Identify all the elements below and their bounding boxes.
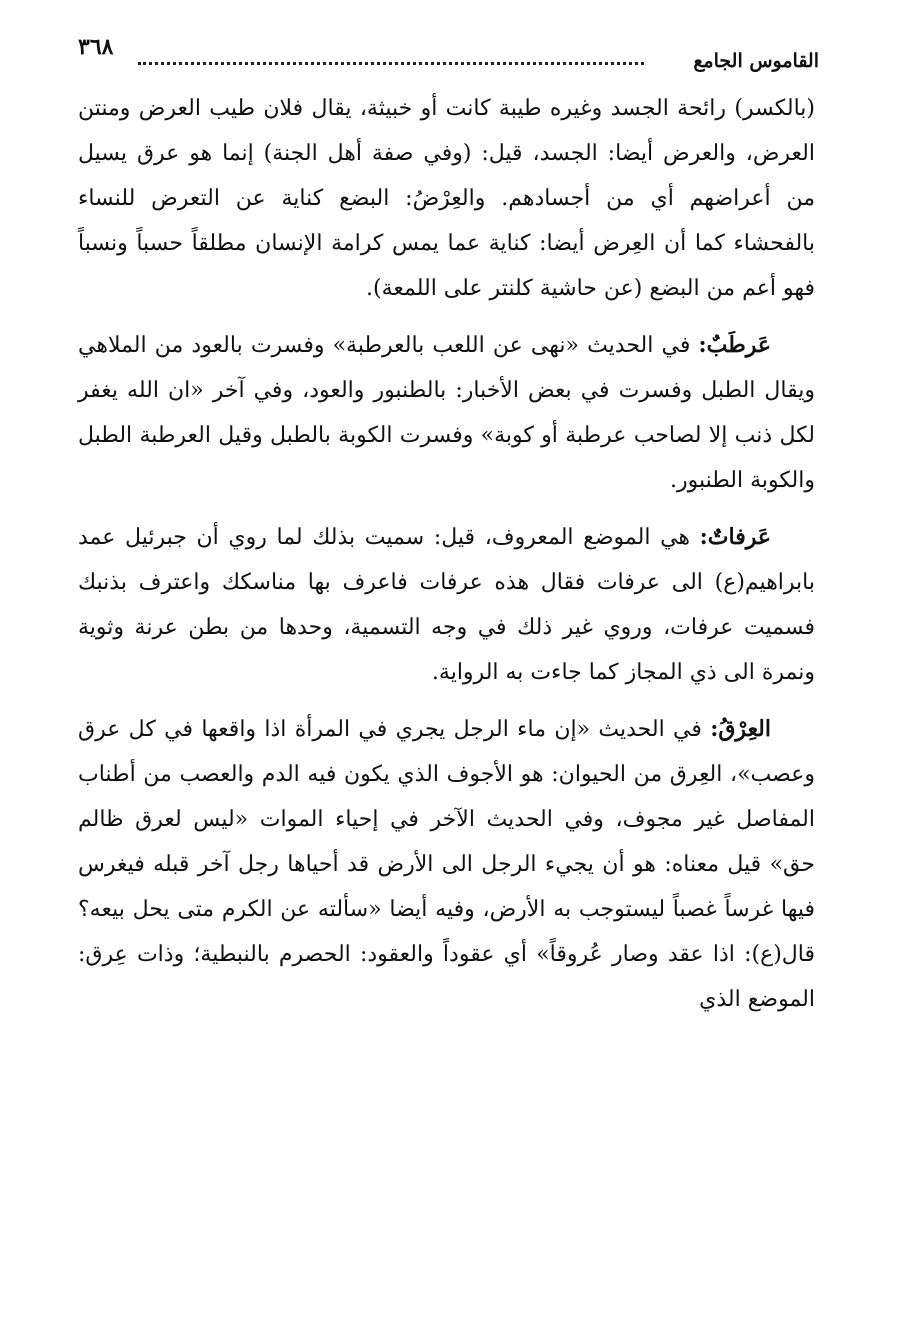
dictionary-entries: [78, 86, 815, 1022]
entry-headword: عَرفاتٌ:: [699, 524, 771, 550]
entry-irq: [78, 707, 815, 1022]
entry-text: في الحديث «إن ماء الرجل يجري في المرأة اذا واقعها في كل عرق وعصب»، العِرق من الحيوان: هو الأجوف الذي يكون فيه الدم والعصب من أطناب المفاصل غير مجوف، وفي الحديث الآخر في إحياء الموات «ليس لعرق ظالم حق» قيل معناه: هو أن يجيء الرجل الى الأرض قد أحياها رجل آخر قبله فيغرس فيها غرساً غصباً ليستوجب به الأرض، وفيه أيضا «سألته عن الكرم متى يحل بيعه؟ قال(ع): اذا عقد وصار عُروقاً» أي عقوداً والعقود: الحصرم بالنبطية؛ وذات عِرق: الموضع الذي: [78, 717, 815, 1012]
entry-arṭab: [78, 323, 815, 503]
page-number: ٣٦٨: [78, 34, 114, 60]
dot-leader: [138, 62, 644, 65]
running-title: القاموس الجامع: [693, 50, 819, 72]
entry-text: (بالكسر) رائحة الجسد وغيره طيبة كانت أو خبيثة، يقال فلان طيب العرض ومنتن العرض، والعرض أيضا: الجسد، قيل: (وفي صفة أهل الجنة) إنما هو عرق يسيل من أعراضهم أي من أجسادهم. والعِرْضُ: البضع كناية عن التعرض للنساء بالفحشاء كما أن العِرض أيضا: كناية عما يمس كرامة الإنسان مطلقاً حسباً ونسباً فهو أعم من البضع (عن حاشية كلنتر على اللمعة).: [78, 96, 815, 301]
entry-arafat: [78, 515, 815, 695]
entry-continuation: [78, 86, 815, 311]
running-header: [78, 34, 819, 78]
entry-headword: عَرطَبٌ:: [698, 332, 771, 358]
entry-text: هي الموضع المعروف، قيل: سميت بذلك لما روي أن جبرئيل عمد بابراهيم(ع) الى عرفات فقال هذه عرفات فاعرف بها مناسكك واعترف بذنبك فسميت عرفات، وروي غير ذلك في وجه التسمية، وحدها من بطن عرنة وثوية ونمرة الى ذي المجاز كما جاءت به الرواية.: [78, 525, 815, 685]
entry-text: في الحديث «نهى عن اللعب بالعرطبة» وفسرت بالعود من الملاهي ويقال الطبل وفسرت في بعض الأخبار: بالطنبور والعود، وفي آخر «ان الله يغفر لكل ذنب إلا لصاحب عرطبة أو كوبة» وفسرت الكوبة بالطبل وقيل العرطبة الطبل والكوبة الطنبور.: [78, 333, 815, 493]
entry-headword: العِرْقُ:: [710, 716, 771, 742]
